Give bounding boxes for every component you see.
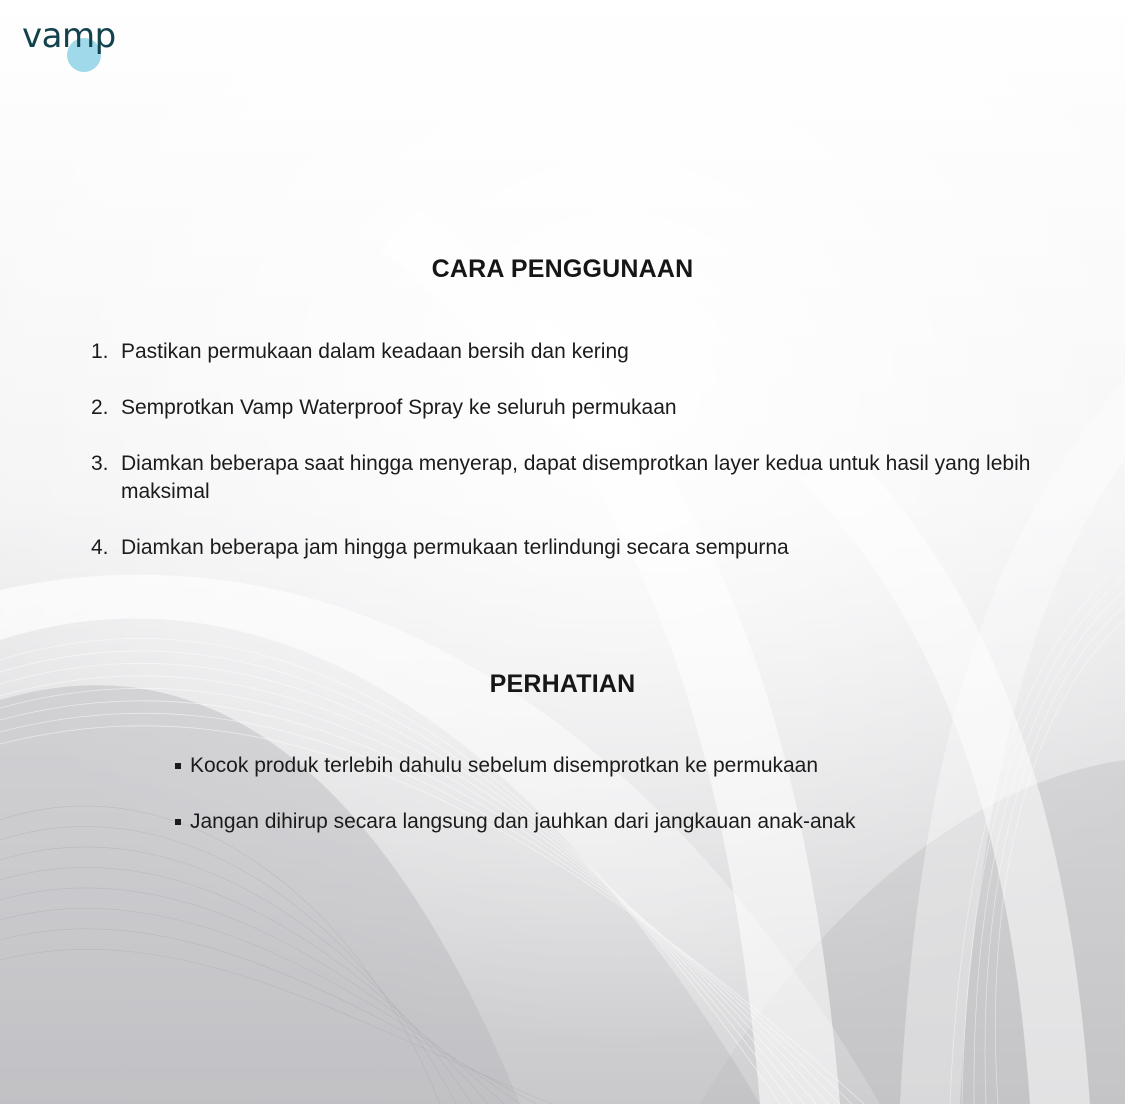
usage-steps-list <box>91 338 1051 590</box>
step-text: Pastikan permukaan dalam keadaan bersih dan kering <box>121 340 629 363</box>
step-text: Semprotkan Vamp Waterproof Spray ke seluruh permukaan <box>121 396 677 419</box>
square-bullet-icon <box>175 763 181 769</box>
logo-wordmark: vamp <box>22 16 116 56</box>
step-number: 1. <box>91 340 109 363</box>
step-number: 3. <box>91 452 109 475</box>
warning-list <box>174 752 1074 864</box>
warning-text: Jangan dihirup secara langsung dan jauhkan dari jangkauan anak-anak <box>190 810 856 833</box>
usage-step <box>91 534 1051 562</box>
usage-step <box>91 450 1051 506</box>
warning-heading: PERHATIAN <box>489 670 636 698</box>
warning-item <box>174 752 1074 780</box>
usage-step <box>91 394 1051 422</box>
step-text: Diamkan beberapa saat hingga menyerap, dapat disemprotkan layer kedua untuk hasil yang lebih maksimal <box>121 452 1031 503</box>
warning-text: Kocok produk terlebih dahulu sebelum disemprotkan ke permukaan <box>190 754 819 777</box>
step-number: 2. <box>91 396 109 419</box>
usage-heading: CARA PENGGUNAAN <box>431 255 694 283</box>
step-number: 4. <box>91 536 109 559</box>
warning-item <box>174 808 1074 836</box>
usage-step <box>91 338 1051 366</box>
square-bullet-icon <box>175 819 181 825</box>
step-text: Diamkan beberapa jam hingga permukaan terlindungi secara sempurna <box>121 536 789 559</box>
